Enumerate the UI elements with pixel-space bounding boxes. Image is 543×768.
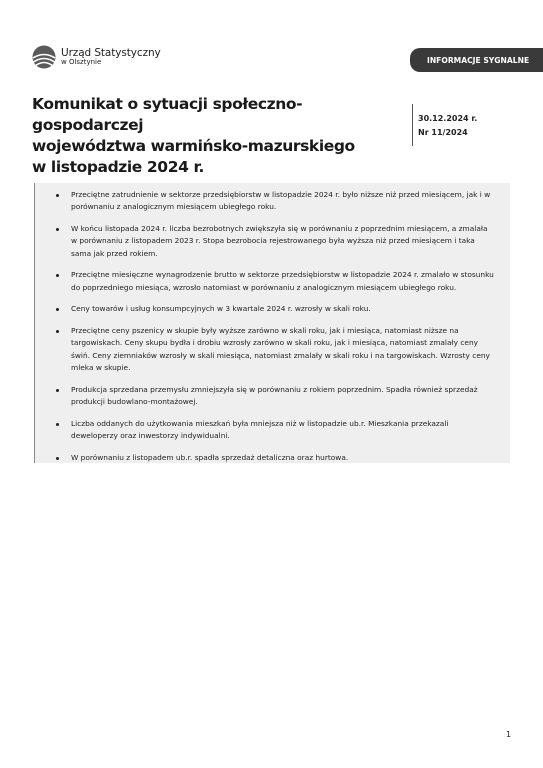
bullet-icon (56, 423, 59, 426)
summary-item (71, 189, 494, 214)
page-number: 1 (506, 730, 512, 739)
publication-meta (418, 112, 477, 140)
summary-item-text: Ceny towarów i usług konsumpcyjnych w 3 kwartale 2024 r. wzrosły w skali roku. (71, 304, 371, 314)
publication-type-badge: INFORMACJE SYGNALNE (410, 48, 543, 72)
page-title (32, 94, 392, 178)
title-line-3: w listopadzie 2024 r. (32, 158, 204, 176)
bullet-icon (56, 330, 59, 333)
logo (32, 42, 161, 72)
bullet-icon (56, 308, 59, 311)
summary-item-text: W końcu listopada 2024 r. liczba bezrobotnych zwiększyła się w porównaniu z poprzednim miesiącem, a zmalała w porównaniu z listopadem 2023 r. Stopa bezrobocia rejestrowanego była wyższa niż przed miesiącem i taka sama jak przed rokiem. (71, 224, 488, 258)
summary-item (71, 223, 494, 260)
summary-item (71, 418, 494, 443)
logo-name: Urząd Statystyczny (61, 46, 161, 59)
title-line-1: Komunikat o sytuacji społeczno-gospodarczej (32, 95, 303, 134)
bullet-icon (56, 389, 59, 392)
bullet-icon (56, 457, 59, 460)
summary-item-text: Przeciętne ceny pszenicy w skupie były wyższe zarówno w skali roku, jak i miesiąca, natomiast niższe na targowiskach. Ceny skupu bydła i drobiu wzrosły zarówno w skali roku, jak i miesiąca, natomiast zmalały ceny świń. Ceny ziemniaków wzrosły w skali miesiąca, natomiast zmalały w skali roku i na targowiskach. Wzrosty ceny mleka w skupie. (71, 326, 490, 373)
summary-item-text: Przeciętne miesięczne wynagrodzenie brutto w sektorze przedsiębiorstw w listopadzie 2024 r. zmalało w stosunku do poprzedniego miesiąca, wzrosło natomiast w porównaniu z analogicznym miesiącem ubiegłego roku. (71, 270, 494, 292)
summary-item (71, 452, 494, 464)
summary-item (71, 269, 494, 294)
bullet-icon (56, 194, 59, 197)
summary-item-text: Produkcja sprzedana przemysłu zmniejszyła się w porównaniu z rokiem poprzednim. Spadła również sprzedaż produkcji budowlano-montażowej. (71, 384, 478, 407)
summary-item-text: W porównaniu z listopadem ub.r. spadła sprzedaż detaliczna oraz hurtowa. (71, 452, 349, 462)
institution-logo-icon (32, 42, 56, 72)
summary-item (71, 325, 494, 375)
summary-item-text: Liczba oddanych do użytkowania mieszkań była mniejsza niż w listopadzie ub.r. Mieszkania przekazali deweloperzy oraz inwestorzy indywidualni. (71, 418, 449, 441)
meta-divider (412, 104, 413, 146)
bullet-icon (56, 228, 59, 231)
summary-list (71, 189, 494, 464)
logo-subtitle: w Olsztynie (61, 57, 102, 66)
summary-item (71, 384, 494, 409)
summary-box (34, 183, 510, 463)
publication-date: 30.12.2024 r. (418, 114, 478, 123)
summary-item (71, 303, 494, 315)
summary-item-text: Przeciętne zatrudnienie w sektorze przedsiębiorstw w listopadzie 2024 r. było niższe niż przed miesiącem, jak i w porównaniu z analogicznym miesiącem ubiegłego roku. (71, 190, 491, 212)
title-line-2: województwa warmińsko-mazurskiego (32, 137, 355, 155)
publication-number: Nr 11/2024 (418, 128, 468, 137)
bullet-icon (56, 274, 59, 277)
